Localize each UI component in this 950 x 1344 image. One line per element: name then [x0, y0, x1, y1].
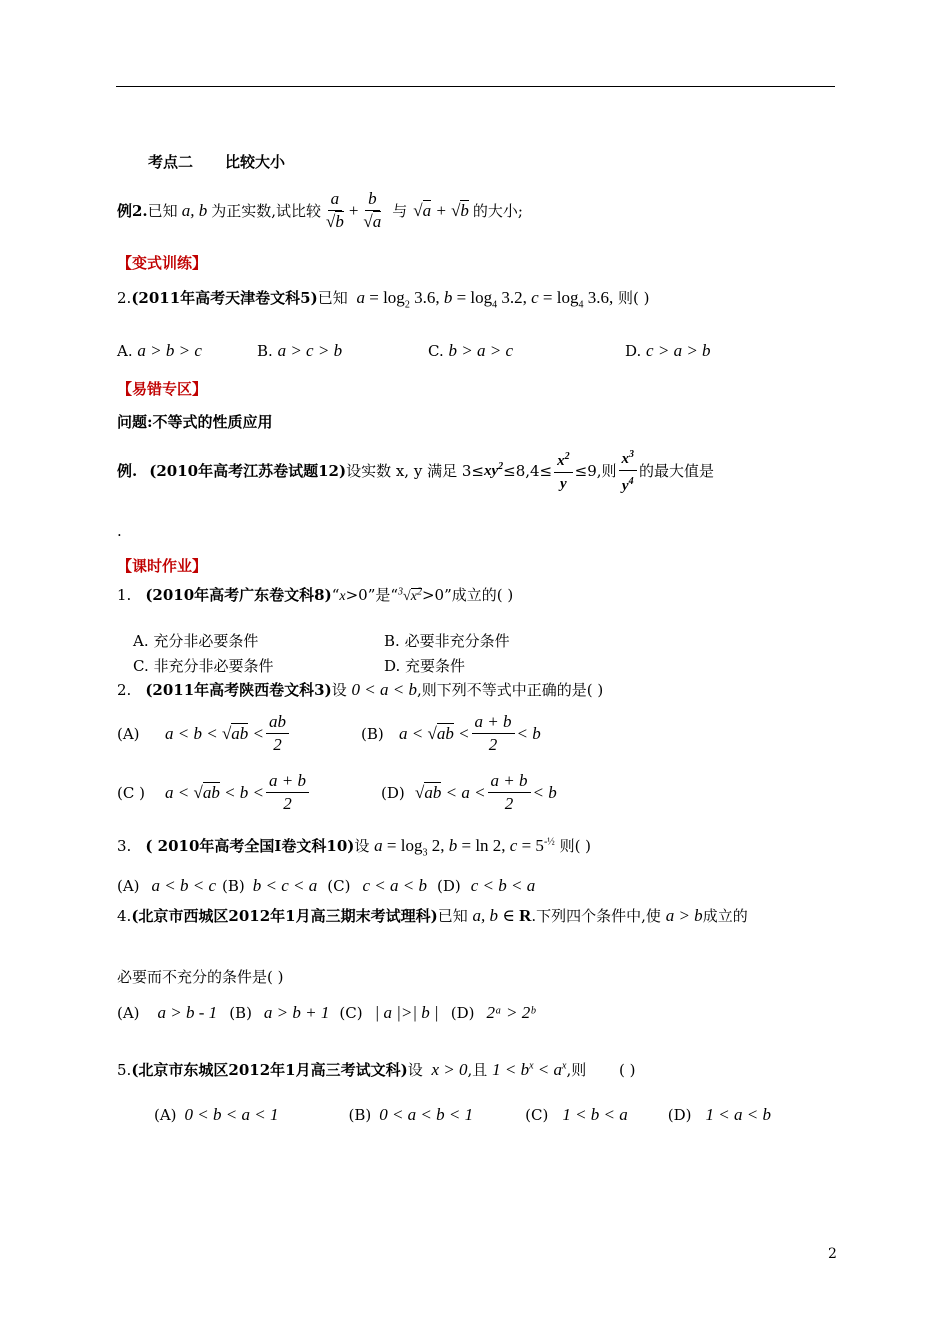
- hw5-options: (A) 0 < b < a < 1 (B) 0 < a < b < 1 (C) 1 < b < a (D) 1 < a < b: [154, 1105, 771, 1124]
- hw5-question: 5.(北京市东城区2012年1月高三考试文科)设 x > 0,且 $1 < b^x < a^x$,则 ( ): [117, 1060, 636, 1079]
- variant-question: 2.(2011年高考天津卷文科5)已知 $a = \log_2 3.6$, $b = \log_4 3.2$, $c = \log_4 3.6$, 则( ): [117, 288, 650, 311]
- error-zone-header: 【易错专区】: [117, 380, 208, 398]
- header-rule: [116, 86, 835, 87]
- hw2-option-a: (A) a < b < √ab < ab 2: [117, 711, 291, 756]
- hw2-option-d: (D) √ab < a < a + b 2 < b: [381, 771, 557, 813]
- variant-header: 【变式训练】: [117, 254, 208, 272]
- option-d: D. c > a > b: [625, 341, 711, 360]
- hw1-option-a: A. 充分非必要条件: [133, 632, 259, 650]
- hw3-options: (A) a < b < c (B) b < c < a (C) c < a < b (D) c < b < a: [117, 876, 536, 895]
- hw1-option-d: D. 充要条件: [384, 657, 466, 675]
- hw4-line2: 必要而不充分的条件是( ): [117, 968, 284, 986]
- hw1-question: 1. (2010年高考广东卷文科8)“x>0”是“$^3√x^2>0$”成立的( ): [117, 586, 514, 604]
- homework-header: 【课时作业】: [117, 557, 208, 575]
- hw4-options: (A) a > b - 1 (B) a > b + 1 (C) | a |>| b | (D) 2ᵃ > 2ᵇ: [117, 1003, 535, 1022]
- hw1-option-b: B. 必要非充分条件: [384, 632, 510, 650]
- hw3-question: 3. ( 2010年高考全国Ⅰ卷文科10)设 $a = \log_3 2$, b = ln 2, $c = 5^{-\frac{1}{2}}$ 则( ): [117, 836, 592, 859]
- error-zone-example: 例. (2010年高考江苏卷试题12) 设实数 x, y 满足 3≤ $xy^2$ ≤8,4≤ $\frac{x^2}{y}$ ≤9,则 $x^3$ $y^4$ 的最大值是: [117, 444, 714, 497]
- hw2-question: 2. (2011年高考陕西卷文科3)设 0 < a < b,则下列不等式中正确的是( ): [117, 680, 604, 699]
- error-zone-topic: 问题:不等式的性质应用: [117, 413, 273, 431]
- option-a: A. a > b > c: [117, 341, 202, 360]
- hw2-option-c: (C ) a < √ab < b < a + b 2: [117, 770, 311, 815]
- hw1-option-c: C. 非充分非必要条件: [133, 657, 274, 675]
- section-title: 考点二 比较大小: [148, 153, 286, 171]
- hw2-option-b: (B) a < √ab < a + b 2 < b: [361, 712, 541, 754]
- variant-options: [117, 341, 737, 361]
- option-b: B. a > c > b: [257, 341, 343, 360]
- hw4-question: 4.(北京市西城区2012年1月高三期末考试理科)已知 a, b ∈ R.下列四个条件中,使 a > b成立的: [117, 906, 748, 925]
- example-2: 例2. 已知 a, b 为正实数,试比较 a √b + $\frac{b}{√a}$ 与 √a + √b 的大小;: [117, 189, 523, 231]
- page-number: 2: [828, 1246, 837, 1262]
- option-c: C. b > a > c: [428, 341, 513, 360]
- blank-dot: .: [117, 522, 122, 540]
